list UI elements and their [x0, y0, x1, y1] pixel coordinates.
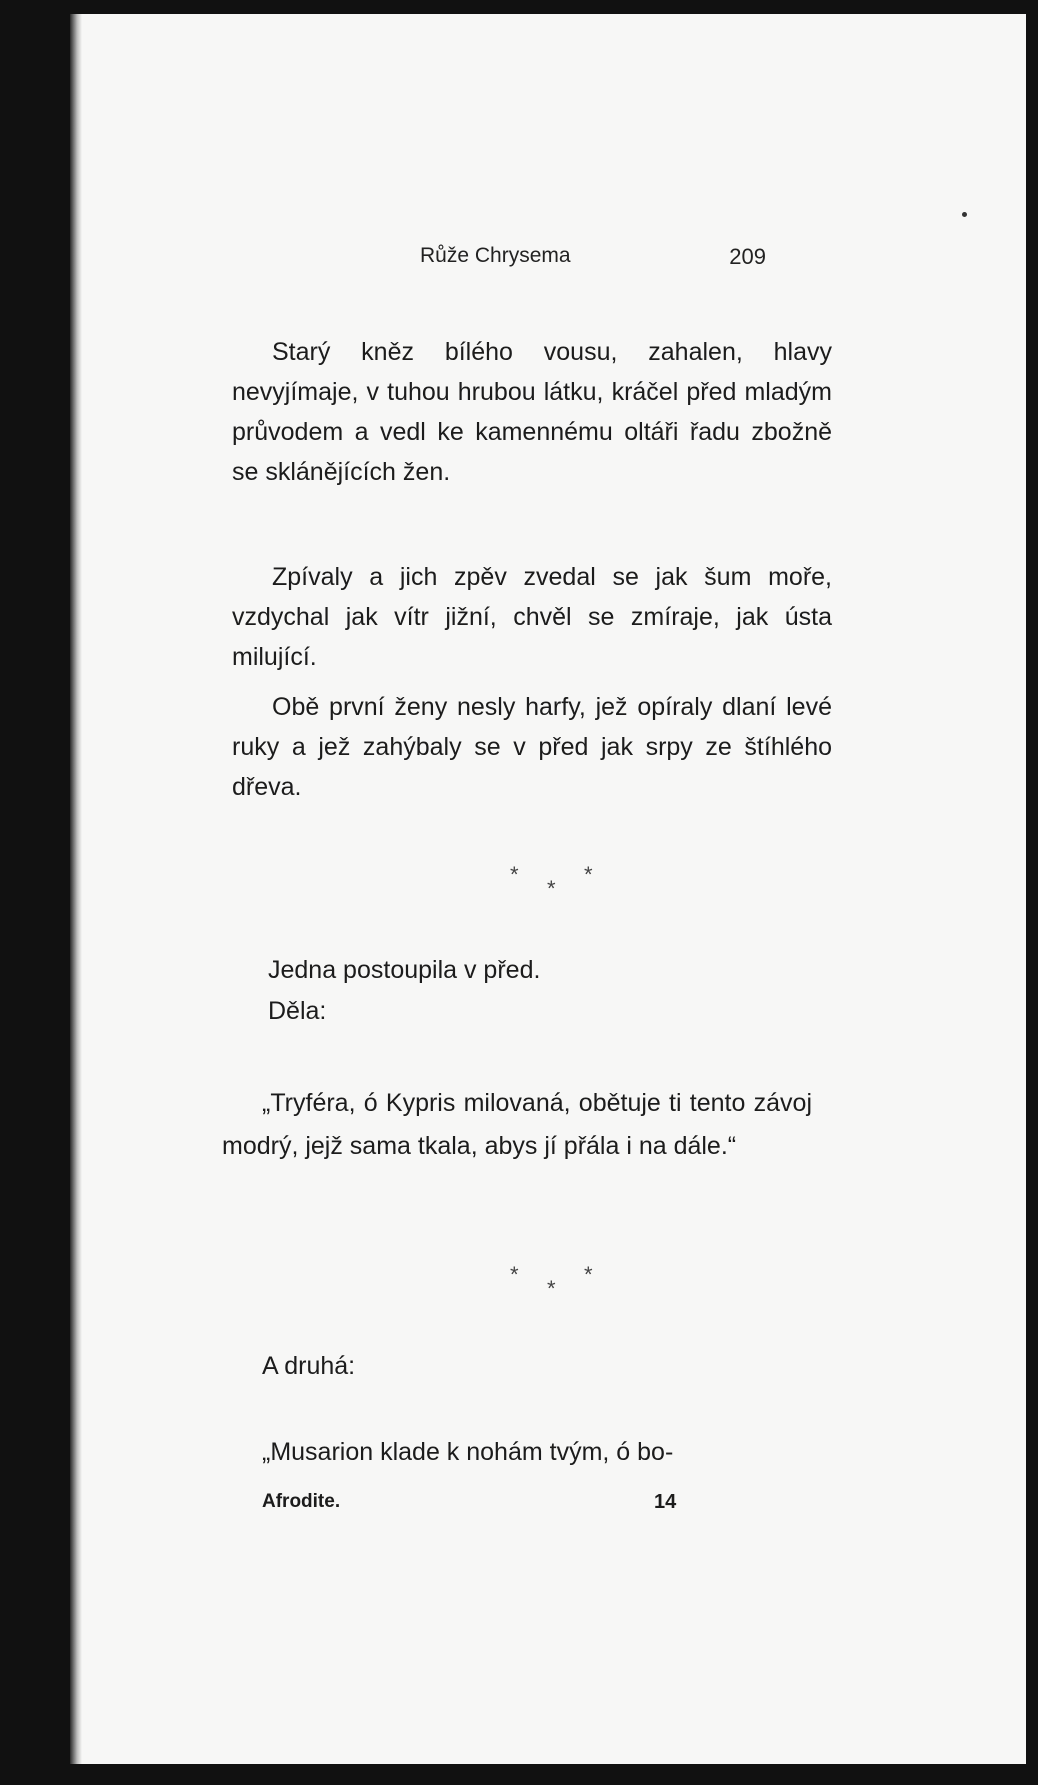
page-number: 209 [729, 244, 766, 269]
asterisk: * [584, 862, 593, 887]
paragraph: Zpívaly a jich zpěv zvedal se jak šum moře, vzdychal jak vítr jižní, chvěl se zmíraje, jak ústa milující. [232, 563, 832, 671]
asterisk: * [510, 1262, 519, 1287]
narration-line: Jedna postoupila v před. [268, 956, 541, 984]
asterisk: * [547, 876, 556, 901]
section-divider-asterism [490, 862, 610, 902]
paragraph: Starý kněz bílého vousu, zahalen, hlavy nevyjímaje, v tuhou hrubou látku, kráčel před mladým průvodem a vedl ke kamennému oltáři řadu zbožně se sklánějících žen. [232, 338, 832, 486]
ink-speck [962, 212, 967, 217]
page-spine-shadow [70, 14, 82, 1764]
running-header-title: Růže Chrysema [420, 244, 571, 267]
quoted-speech: „Musarion klade k nohám tvým, ó bo- [262, 1438, 674, 1466]
section-divider-asterism [490, 1262, 610, 1302]
book-page [70, 14, 1026, 1764]
sheet-number: 14 [654, 1491, 677, 1513]
narration-line: A druhá: [262, 1352, 356, 1380]
printer-signature: Afrodite. [262, 1491, 341, 1512]
asterisk: * [510, 862, 519, 887]
paragraph: Obě první ženy nesly harfy, jež opíraly dlaní levé ruky a jež zahýbaly se v před jak srpy ze štíhlého dřeva. [232, 693, 832, 801]
asterisk: * [547, 1276, 556, 1301]
asterisk: * [584, 1262, 593, 1287]
narration-line: Děla: [268, 997, 327, 1025]
quoted-speech: „Tryféra, ó Kypris milovaná, obětuje ti tento závoj modrý, jejž sama tkala, abys jí přála i na dále.“ [222, 1089, 812, 1160]
